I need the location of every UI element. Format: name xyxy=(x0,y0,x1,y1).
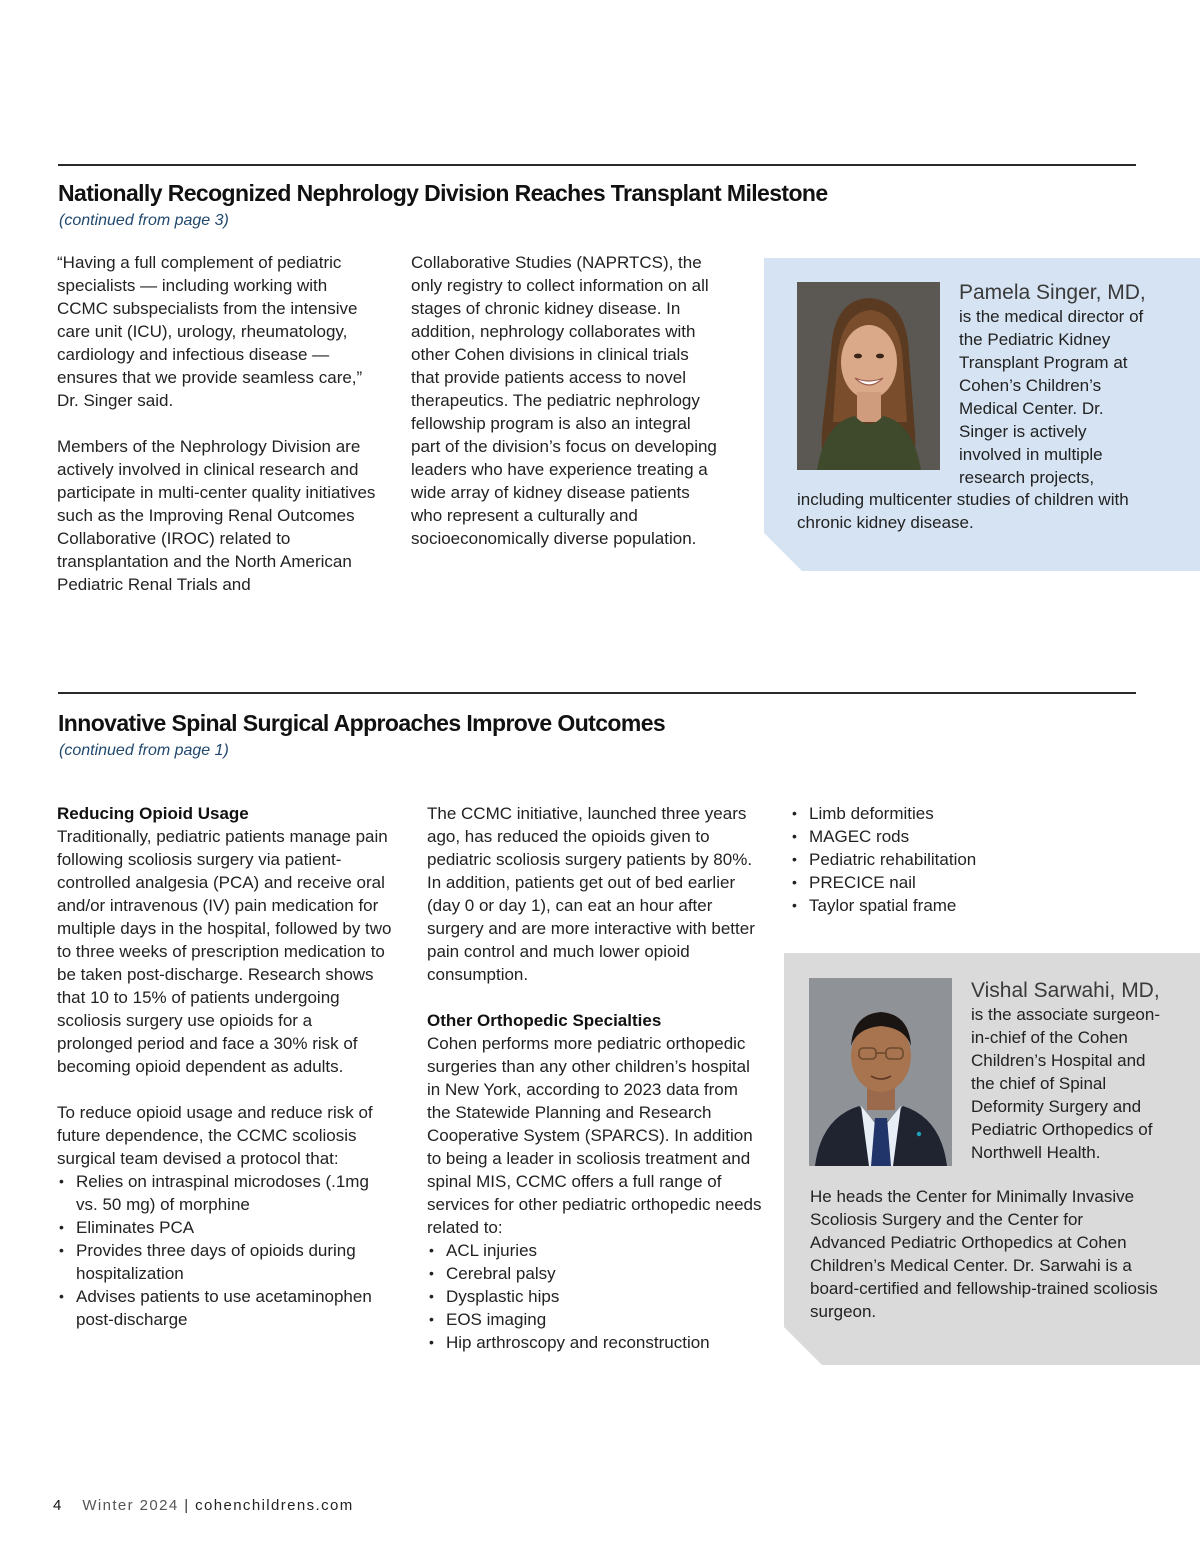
profile-sarwahi-bio-below: He heads the Center for Minimally Invasive Scoliosis Surgery and the Center for Advanced Pediatric Orthopedics at Cohen Children’s Medical Center. Dr. Sarwahi is a board-certified and fellowship-trained scoliosis surgeon. xyxy=(810,1187,1158,1321)
list-item: • Dysplastic hips xyxy=(427,1285,765,1308)
footer-separator: | xyxy=(184,1497,190,1514)
page-number: 4 xyxy=(53,1497,63,1514)
list-item: • Relies on intraspinal microdoses (.1mg vs. 50 mg) of morphine xyxy=(57,1170,392,1216)
issue-label: Winter 2024 xyxy=(82,1497,179,1514)
list-item: • ACL injuries xyxy=(427,1239,765,1262)
article2-col2-paragraph-2: Cohen performs more pediatric orthopedic surgeries than any other children’s hospital in New York, according to 2023 data from the Statewide Planning and Research Cooperative System (SPARCS). In addition to being a leader in scoliosis treatment and spinal MIS, CCMC offers a full range of services for other pediatric orthopedic needs related to: xyxy=(427,1034,762,1237)
article2-title: Innovative Spinal Surgical Approaches Improve Outcomes xyxy=(58,710,666,736)
article2-col1-paragraph-1: Traditionally, pediatric patients manage pain following scoliosis surgery via patient-controlled analgesia (PCA) and receive oral and/or intravenous (IV) pain medication for multiple days in the hospital, followed by two to three weeks of prescription medication to be taken post-discharge. Research shows that 10 to 15% of patients undergoing scoliosis surgery use opioids for a prolonged period and face a 30% risk of becoming opioid dependent as adults. xyxy=(57,827,392,1076)
article1-continued-note: (continued from page 3) xyxy=(59,212,229,229)
profile-singer-bio-below: including multicenter studies of children with chronic kidney disease. xyxy=(797,490,1129,532)
specialties-bullet-list-2 xyxy=(790,802,1090,917)
website-link[interactable]: cohenchildrens.com xyxy=(195,1497,354,1514)
article2-column-3 xyxy=(790,802,1090,917)
portrait-vishal-sarwahi xyxy=(809,978,952,1166)
list-item: • Cerebral palsy xyxy=(427,1262,765,1285)
profile-singer-name: Pamela Singer, MD, xyxy=(959,281,1146,304)
article1-col1-paragraph-1: “Having a full complement of pediatric specialists — including working with CCMC subspecialists from the intensive care unit (ICU), urology, rheumatology, cardiology and infectious disease — ensures that we provide seamless care,” Dr. Singer said. xyxy=(57,253,363,410)
list-item: • PRECICE nail xyxy=(790,871,1090,894)
article1-top-rule xyxy=(58,164,1136,166)
list-item: • Eliminates PCA xyxy=(57,1216,392,1239)
protocol-bullet-list xyxy=(57,1170,392,1331)
article2-col2-paragraph-1: The CCMC initiative, launched three years ago, has reduced the opioids given to pediatric scoliosis surgery patients by 80%. In addition, patients get out of bed earlier (day 0 or day 1), can eat an hour after surgery and are more interactive with better pain control and much lower opioid consumption. xyxy=(427,804,755,984)
article2-continued-note: (continued from page 1) xyxy=(59,742,229,759)
article1-column-2 xyxy=(411,251,721,550)
profile-singer-bio-beside: is the medical director of the Pediatric Kidney Transplant Program at Cohen’s Children’s Medical Center. Dr. Singer is actively involved in multiple research projects, xyxy=(959,307,1144,487)
profile-singer-text xyxy=(959,281,1149,489)
list-item: • Limb deformities xyxy=(790,802,1090,825)
page-footer xyxy=(53,1497,354,1514)
profile-sarwahi-bio-beside: is the associate surgeon-in-chief of the Cohen Children’s Hospital and the chief of Spinal Deformity Surgery and Pediatric Orthopedics of Northwell Health. xyxy=(971,1005,1160,1162)
heading-reducing-opioid-usage: Reducing Opioid Usage xyxy=(57,804,249,823)
article1-title: Nationally Recognized Nephrology Division Reaches Transplant Milestone xyxy=(58,180,828,206)
list-item: • Hip arthroscopy and reconstruction xyxy=(427,1331,765,1354)
article1-col1-paragraph-2: Members of the Nephrology Division are actively involved in clinical research and participate in multi-center quality initiatives such as the Improving Renal Outcomes Collaborative (IROC) related to transplantation and the North American Pediatric Renal Trials and xyxy=(57,437,376,594)
article2-column-2 xyxy=(427,802,765,1354)
heading-other-orthopedic-specialties: Other Orthopedic Specialties xyxy=(427,1011,662,1030)
list-item: • MAGEC rods xyxy=(790,825,1090,848)
specialties-bullet-list-1 xyxy=(427,1239,765,1354)
list-item: • Provides three days of opioids during hospitalization xyxy=(57,1239,392,1285)
article1-column-1 xyxy=(57,251,377,596)
portrait-pamela-singer xyxy=(797,282,940,470)
article2-column-1 xyxy=(57,802,392,1331)
list-item: • Advises patients to use acetaminophen post-discharge xyxy=(57,1285,392,1331)
article2-col1-paragraph-2: To reduce opioid usage and reduce risk of future dependence, the CCMC scoliosis surgical team devised a protocol that: xyxy=(57,1103,373,1168)
profile-sarwahi-text xyxy=(971,979,1171,1164)
list-item: • Pediatric rehabilitation xyxy=(790,848,1090,871)
list-item: • Taylor spatial frame xyxy=(790,894,1090,917)
profile-sarwahi-name: Vishal Sarwahi, MD, xyxy=(971,979,1160,1002)
list-item: • EOS imaging xyxy=(427,1308,765,1331)
article1-col2-paragraph-1: Collaborative Studies (NAPRTCS), the only registry to collect information on all stages of chronic kidney disease. In addition, nephrology collaborates with other Cohen divisions in clinical trials that provide patients access to novel therapeutics. The pediatric nephrology fellowship program is also an integral part of the division’s focus on developing leaders who have experience treating a wide array of kidney disease patients who represent a culturally and socioeconomically diverse population. xyxy=(411,253,717,548)
article2-top-rule xyxy=(58,692,1136,694)
